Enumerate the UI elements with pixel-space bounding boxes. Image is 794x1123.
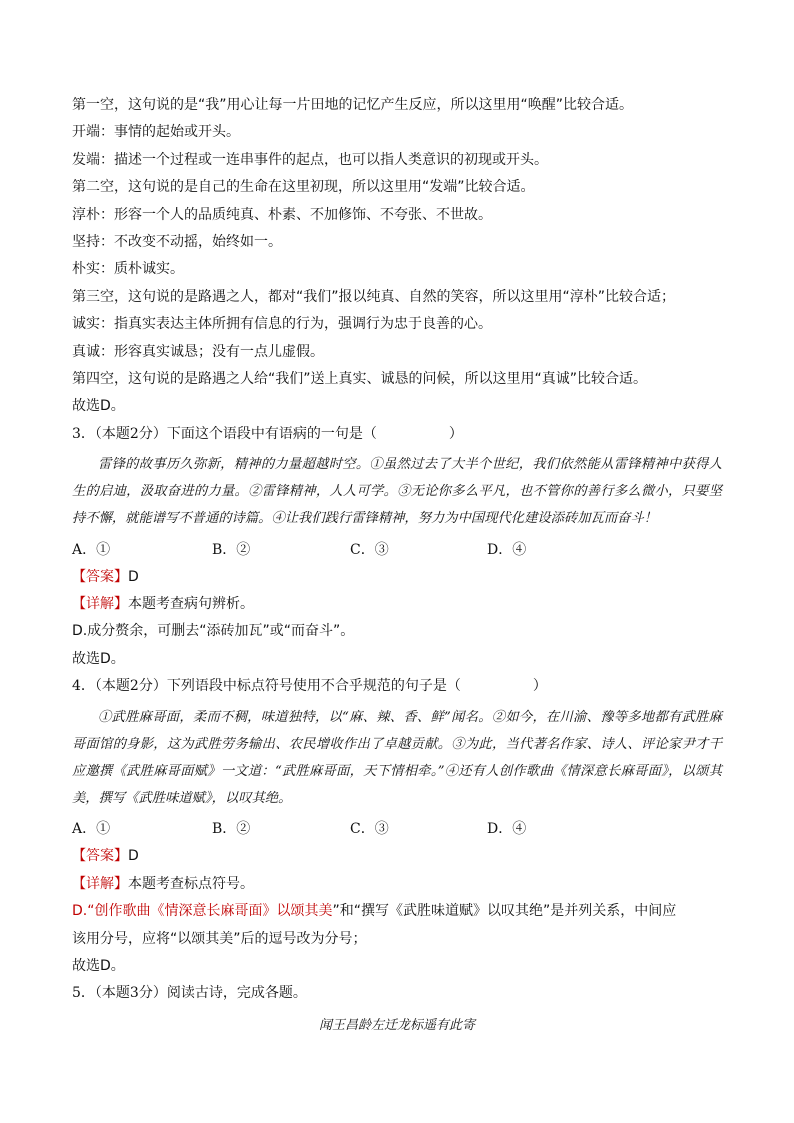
text-line: 开端：事情的起始或开头。 [72, 124, 240, 141]
option-c: C．③ [350, 541, 389, 558]
text-line: 朴实：质朴诚实。 [72, 261, 184, 278]
option-b: B．② [212, 541, 251, 558]
answer-tag: 【答案】 [72, 568, 128, 585]
answer-tag: 【答案】 [72, 848, 128, 865]
option-a: A．① [72, 541, 111, 558]
detail-line [72, 871, 722, 898]
stem-close: ） [532, 678, 547, 695]
poem-title: 闻王昌龄左迁龙标遥有此寄 [318, 1017, 475, 1033]
explanation-line: D.成分赘余，可删去“添砖加瓦”或“而奋斗”。 [72, 623, 355, 640]
text-line: 真诚：形容真实诚恳；没有一点儿虚假。 [72, 343, 324, 360]
detail-text: 本题考查标点符号。 [128, 875, 254, 892]
answer-value: D [128, 568, 139, 585]
conclusion-line: 故选D。 [72, 958, 125, 975]
question-stem [72, 673, 722, 700]
conclusion-line: 故选D。 [72, 650, 125, 667]
question-4 [72, 673, 722, 980]
option-c: C．③ [350, 821, 389, 838]
explanation-line [72, 898, 722, 925]
option-b: B．② [212, 821, 251, 838]
explanation-block [72, 92, 722, 421]
question-stem [72, 421, 722, 448]
options-row [72, 816, 722, 843]
text-line: 第四空，这句说的是路遇之人给“我们”送上真实、诚恳的问候，所以这里用“真诚”比较合适。 [72, 370, 648, 387]
option-d: D．④ [487, 821, 527, 838]
text-line: 诚实：指真实表达主体所拥有信息的行为，强调行为忠于良善的心。 [72, 316, 492, 333]
stem-close: ） [448, 425, 463, 442]
text-line: 故选D。 [72, 398, 125, 415]
explanation-highlight: D.“创作歌曲《情深意长麻哥面》以颂其美 [72, 903, 333, 920]
text-line: 第三空，这句说的是路遇之人，都对“我们”报以纯真、自然的笑容，所以这里用“淳朴”比较合适； [72, 288, 676, 305]
question-3 [72, 421, 722, 674]
question-passage: ①武胜麻哥面，柔而不稠，味道独特，以“麻、辣、香、鲜”闻名。②如今，在川渝、豫等多地都有武胜麻哥面馆的身影，这为武胜劳务输出、农民增收作出了卓越贡献。③为此，当代著名作家、诗人、评论家尹才干应邀撰《武胜麻哥面赋》一文道：“武胜麻哥面，天下情相牵。”④还有人创作歌曲《情深意长麻哥面》，以颂其美，撰写《武胜味道赋》，以叹其绝。 [72, 709, 722, 807]
options-row [72, 537, 722, 564]
explanation-line-2: 该用分号，应将“以颂其美”后的逗号改为分号； [72, 930, 367, 947]
question-passage: 雷锋的故事历久弥新，精神的力量超越时空。①虽然过去了大半个世纪，我们依然能从雷锋精神中获得人生的启迪，汲取奋进的力量。②雷锋精神，人人可学。③无论你多么平凡，也不管你的善行多么微小，只要坚持不懈，就能谱写不普通的诗篇。④让我们践行雷锋精神，努力为中国现代化建设添砖加瓦而奋斗！ [72, 457, 722, 527]
answer-line [72, 564, 722, 591]
detail-text: 本题考查病句辨析。 [128, 596, 254, 613]
option-a: A．① [72, 821, 111, 838]
option-d: D．④ [487, 541, 527, 558]
text-line: 坚持：不改变不动摇，始终如一。 [72, 233, 282, 250]
question-5 [72, 980, 722, 1032]
stem-text: 3．（本题2分）下面这个语段中有语病的一句是（ [72, 425, 377, 442]
question-stem: 5．（本题3分）阅读古诗，完成各题。 [72, 985, 307, 1002]
detail-tag: 【详解】 [72, 596, 128, 613]
stem-text: 4．（本题2分）下列语段中标点符号使用不合乎规范的句子是（ [72, 678, 461, 695]
text-line: 发端：描述一个过程或一连串事件的起点，也可以指人类意识的初现或开头。 [72, 151, 548, 168]
explanation-text: ”和“撰写《武胜味道赋》以叹其绝”是并列关系，中间应 [332, 903, 677, 920]
text-line: 第二空，这句说的是自己的生命在这里初现，所以这里用“发端”比较合适。 [72, 179, 535, 196]
answer-value: D [128, 848, 139, 865]
answer-line [72, 843, 722, 870]
detail-line [72, 591, 722, 618]
text-line: 第一空，这句说的是“我”用心让每一片田地的记忆产生反应，所以这里用“唤醒”比较合适。 [72, 97, 634, 113]
detail-tag: 【详解】 [72, 875, 128, 892]
document-page [72, 92, 722, 1033]
text-line: 淳朴：形容一个人的品质纯真、朴素、不加修饰、不夸张、不世故。 [72, 206, 492, 223]
